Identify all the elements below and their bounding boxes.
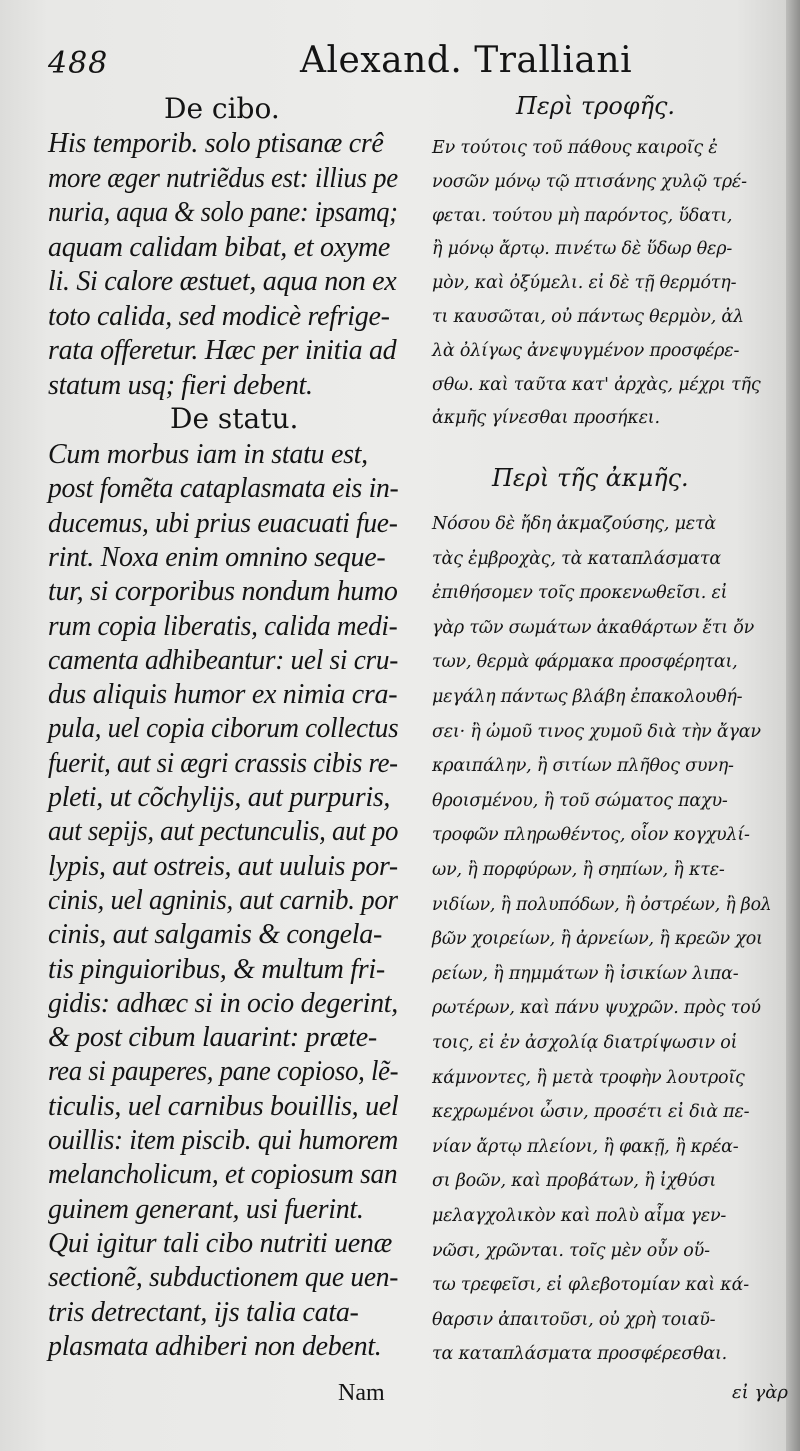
running-title: Alexand. Tralliani xyxy=(300,40,633,81)
latin-text-line: ducemus, ubi prius euacuati fue- xyxy=(48,507,398,539)
greek-text-line: σι βοῶν, καὶ προβάτων, ἢ ἰχθύσι xyxy=(432,1171,717,1192)
binding-gutter-shadow xyxy=(786,0,800,1451)
greek-text-line: τι καυσῶται, οὐ πάντως θερμὸν, ἀλ xyxy=(432,307,744,327)
greek-text-line: των, θερμὰ φάρμακα προσφέρηται, xyxy=(432,652,738,673)
greek-catchword: εἰ γὰρ xyxy=(732,1382,788,1403)
greek-section-heading-akme: Περὶ τῆς ἀκμῆς. xyxy=(492,464,689,492)
latin-text-line: more æger nutriẽdus est: illius pe xyxy=(48,162,398,194)
latin-text-line: rint. Noxa enim omnino seque- xyxy=(48,541,386,573)
greek-text-line: τὰς ἐμβροχὰς, τὰ καταπλάσματα xyxy=(432,548,722,569)
greek-text-line: κραιπάλην, ἢ σιτίων πλῆθος συνη- xyxy=(432,756,734,777)
latin-text-line: lypis, aut ostreis, aut uuluis por- xyxy=(48,850,398,882)
greek-text-line: ρείων, ἢ πημμάτων ἢ ἰσικίων λιπα- xyxy=(432,963,739,984)
latin-text-line: tur, si corporibus nondum humo xyxy=(48,576,398,608)
latin-text-line: aut sepijs, aut pectunculis, aut po xyxy=(48,816,399,848)
greek-text-line: ων, ἢ πορφύρων, ἢ σηπίων, ἢ κτε- xyxy=(432,860,725,880)
greek-text-line: μεγάλη πάντως βλάβη ἐπακολουθή- xyxy=(432,687,743,707)
latin-text-line: guinem generant, usi fuerint. xyxy=(48,1193,364,1225)
greek-text-line: σει· ἢ ὠμοῦ τινος χυμοῦ διὰ τὴν ἄγαν xyxy=(432,721,761,742)
latin-text-line: rea si pauperes, pane copioso, lẽ- xyxy=(48,1056,399,1088)
greek-text-line: βῶν χοιρείων, ἢ ἀρνείων, ἢ κρεῶν χοι xyxy=(432,929,763,950)
latin-text-line: melancholicum, et copiosum san xyxy=(48,1159,398,1191)
greek-text-line: νοσῶν μόνῳ τῷ πτισάνης χυλῷ τρέ- xyxy=(432,171,747,192)
greek-text-line: κάμνοντες, ἢ μετὰ τροφὴν λουτροῖς xyxy=(432,1067,745,1088)
greek-text-line: ρωτέρων, καὶ πάνυ ψυχρῶν. πρὸς τού xyxy=(432,998,761,1019)
greek-text-line: θαρσιν ἀπαιτοῦσι, οὐ χρὴ τοιαῦ- xyxy=(432,1309,716,1330)
latin-text-line: li. Si calore æstuet, aqua non ex xyxy=(48,266,397,297)
greek-text-line: τροφῶν πληρωθέντος, οἷον κογχυλί- xyxy=(432,825,750,846)
greek-text-line: ἀκμῆς γίνεσθαι προσήκει. xyxy=(432,408,660,429)
greek-text-line: Εν τούτοις τοῦ πάθους καιροῖς ἐ xyxy=(432,138,718,158)
greek-text-line: τοις, εἰ ἐν ἀσχολίᾳ διατρίψωσιν οἱ xyxy=(432,1033,738,1053)
latin-text-line: tris detrectant, ijs talia cata- xyxy=(48,1296,359,1328)
latin-text-line: sectionẽ, subductionem que uen- xyxy=(48,1262,399,1294)
greek-text-line: ἐπιθήσομεν τοῖς προκενωθεῖσι. εἰ xyxy=(432,583,728,604)
greek-text-line: φεται. τούτου μὴ παρόντος, ὕδατι, xyxy=(432,205,733,226)
latin-text-line: camenta adhibeantur: uel si cru- xyxy=(48,644,399,676)
latin-section-heading-statu: De statu. xyxy=(170,402,299,435)
greek-text-line: μελαγχολικὸν καὶ πολὺ αἷμα γεν- xyxy=(432,1206,727,1226)
latin-text-line: & post cibum lauarint: præte- xyxy=(48,1022,377,1054)
latin-text-line: Cum morbus iam in statu est, xyxy=(48,439,368,470)
greek-text-line: τα καταπλάσματα προσφέρεσθαι. xyxy=(432,1344,727,1365)
latin-text-line: ticulis, uel carnibus bouillis, uel xyxy=(48,1090,399,1122)
latin-text-line: ouillis: item piscib. qui humorem xyxy=(48,1125,398,1156)
latin-text-line: dus aliquis humor ex nimia cra- xyxy=(48,679,398,711)
latin-catchword: Nam xyxy=(338,1380,385,1406)
latin-text-line: His temporib. solo ptisanæ crê xyxy=(48,128,384,159)
latin-text-line: cinis, aut salgamis & congela- xyxy=(48,919,382,951)
latin-text-line: rum copia liberatis, calida medi- xyxy=(48,610,398,642)
latin-text-line: pleti, ut cõchylijs, aut purpuris, xyxy=(48,782,391,813)
greek-section-heading-trophe: Περὶ τροφῆς. xyxy=(516,92,676,120)
greek-text-line: τω τρεφεῖσι, εἰ φλεβοτομίαν καὶ κά- xyxy=(432,1275,749,1296)
greek-text-line: λὰ ὀλίγως ἀνεψυγμένον προσφέρε- xyxy=(432,340,740,361)
greek-text-line: σθω. καὶ ταῦτα κατ' ἀρχὰς, μέχρι τῆς xyxy=(432,374,761,395)
latin-text-line: toto calida, sed modicè refrige- xyxy=(48,300,390,332)
greek-text-line: θροισμένου, ἢ τοῦ σώματος παχυ- xyxy=(432,790,728,811)
latin-text-line: cinis, uel agninis, aut carnib. por xyxy=(48,884,398,916)
greek-text-line: γὰρ τῶν σωμάτων ἀκαθάρτων ἔτι ὄν xyxy=(432,617,755,638)
latin-text-line: post fomẽta cataplasmata eis in- xyxy=(48,473,399,505)
greek-text-line: ἢ μόνῳ ἄρτῳ. πινέτω δὲ ὕδωρ θερ- xyxy=(432,239,733,260)
latin-section-heading-cibo: De cibo. xyxy=(164,92,280,125)
greek-text-line: νίαν ἄρτῳ πλείονι, ἢ φακῇ, ἢ κρέα- xyxy=(432,1136,739,1157)
greek-text-line: κεχρωμένοι ὦσιν, προσέτι εἰ διὰ πε- xyxy=(432,1102,750,1123)
latin-text-line: Qui igitur tali cibo nutriti uenæ xyxy=(48,1227,392,1259)
page-header xyxy=(0,40,800,90)
latin-text-line: pula, uel copia ciborum collectus xyxy=(48,713,399,745)
latin-text-line: fuerit, aut si ægri crassis cibis re- xyxy=(48,747,398,779)
greek-text-line: νῶσι, χρῶνται. τοῖς μὲν οὖν οὕ- xyxy=(432,1240,710,1261)
latin-text-line: rata offeretur. Hæc per initia ad xyxy=(48,335,397,366)
latin-text-line: plasmata adhiberi non debent. xyxy=(48,1330,382,1362)
greek-text-line: νιδίων, ἢ πολυπόδων, ἢ ὀστρέων, ἢ βολ xyxy=(432,894,772,915)
latin-text-line: nuria, aqua & solo pane: ipsamq; xyxy=(48,197,398,228)
page-number: 488 xyxy=(48,46,109,81)
greek-text-line: Νόσου δὲ ἤδη ἀκμαζούσης, μετὰ xyxy=(432,514,717,534)
latin-text-line: aquam calidam bibat, et oxyme xyxy=(48,231,390,263)
latin-text-line: tis pinguioribus, & multum fri- xyxy=(48,953,385,985)
greek-text-line: μὸν, καὶ ὀξύμελι. εἰ δὲ τῇ θερμότη- xyxy=(432,273,737,294)
latin-text-line: gidis: adhæc si in ocio degerint, xyxy=(48,987,398,1019)
latin-text-line: statum usq; fieri debent. xyxy=(48,369,313,401)
